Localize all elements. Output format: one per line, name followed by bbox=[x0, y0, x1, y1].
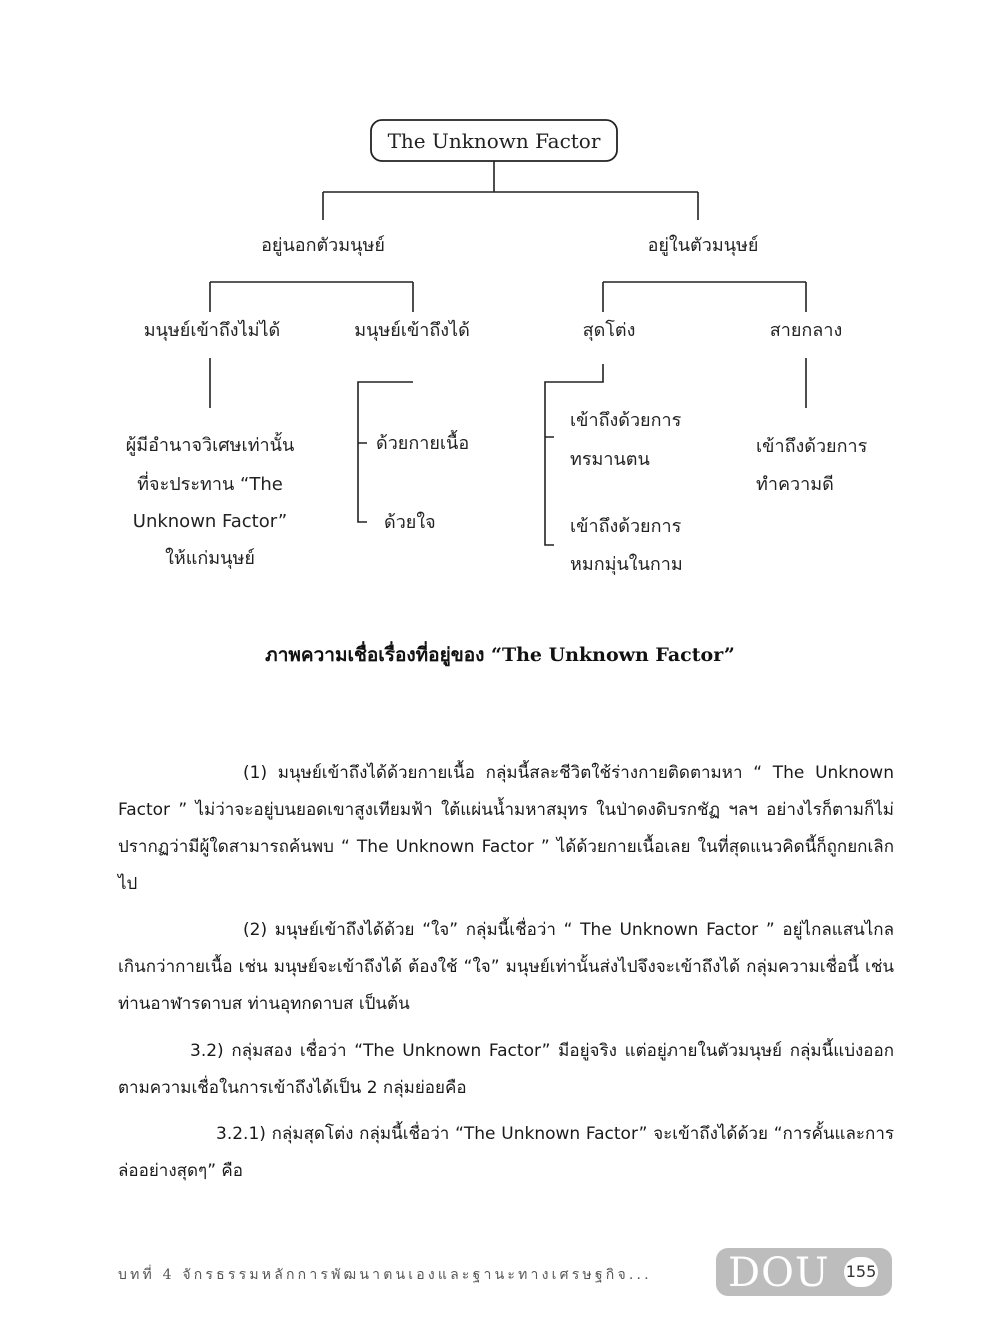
detail-cannot-reach-line-1: ผู้มีอำนาจวิเศษเท่านั้น bbox=[125, 435, 295, 456]
connector-outside bbox=[210, 282, 413, 312]
node-middle-way: สายกลาง bbox=[769, 320, 843, 341]
paragraph-physical-body: (1) มนุษย์เข้าถึงได้ด้วยกายเนื้อ กลุ่มนี้สละชีวิตใช้ร่างกายติดตามหา “ The Unknown Factor ” ไม่ว่าจะอยู่บนยอดเขาสูงเทียมฟ้า ใต้แผ่นน้ำมหาสมุทร ในป่าดงดิบรกชัฏ ฯลฯ อย่างไรก็ตามก็ไม่ปรากฏว่ามีผู้ใดสามารถค้นพบ “ The Unknown Factor ” ได้ด้วยกายเนื้อเลย ในที่สุดแนวคิดนี้ก็ถูกยกเลิกไป bbox=[118, 763, 894, 894]
page-number: 155 bbox=[844, 1257, 878, 1287]
dou-logo bbox=[716, 1248, 892, 1296]
paragraph-extreme-group: 3.2.1) กลุ่มสุดโต่ง กลุ่มนี้เชื่อว่า “The Unknown Factor” จะเข้าถึงได้ด้วย “การคั้นและการล่ออย่างสุดๆ” คือ bbox=[118, 1124, 894, 1181]
figure-caption: ภาพความเชื่อเรื่องที่อยู่ของ “The Unknown Factor” bbox=[265, 644, 735, 666]
node-extreme: สุดโต่ง bbox=[582, 320, 636, 341]
detail-cannot-reach-line-2: ที่จะประทาน “The bbox=[137, 474, 283, 495]
paragraph-mind: (2) มนุษย์เข้าถึงได้ด้วย “ใจ” กลุ่มนี้เชื่อว่า “ The Unknown Factor ” อยู่ไกลแสนไกลเกินกว่ากายเนื้อ เช่น มนุษย์จะเข้าถึงได้ ต้องใช้ “ใจ” มนุษย์เท่านั้นส่งไปจึงจะเข้าถึงได้ กลุ่มความเชื่อนี้ เช่น ท่านอาฬารดาบส ท่านอุทกดาบส เป็นต้น bbox=[118, 920, 894, 1014]
option-sensual-indulgence-line-2: หมกมุ่นในกาม bbox=[570, 554, 683, 575]
detail-middle-way-line-1: เข้าถึงด้วยการ bbox=[756, 436, 868, 457]
connector-inside bbox=[603, 282, 806, 312]
detail-cannot-reach-line-4: ให้แก่มนุษย์ bbox=[165, 548, 255, 569]
root-label: The Unknown Factor bbox=[387, 129, 601, 153]
detail-cannot-reach-line-3: Unknown Factor” bbox=[132, 511, 288, 532]
option-self-torture-line-1: เข้าถึงด้วยการ bbox=[570, 410, 682, 431]
node-can-reach: มนุษย์เข้าถึงได้ bbox=[354, 320, 470, 341]
connector-root bbox=[323, 161, 698, 220]
footer-chapter-title: บทที่ 4 จักรธรรมหลักการพัฒนาตนเองและฐานะทางเศรษฐกิจ... bbox=[118, 1267, 652, 1283]
node-outside-human: อยู่นอกตัวมนุษย์ bbox=[261, 235, 385, 256]
unknown-factor-diagram bbox=[0, 0, 1000, 600]
option-mind: ด้วยใจ bbox=[384, 512, 436, 533]
paragraph-group-two: 3.2) กลุ่มสอง เชื่อว่า “The Unknown Factor” มีอยู่จริง แต่อยู่ภายในตัวมนุษย์ กลุ่มนี้แบ่งออกตามความเชื่อในการเข้าถึงได้เป็น 2 กลุ่มย่อยคือ bbox=[118, 1041, 894, 1098]
option-self-torture-line-2: ทรมานตน bbox=[570, 449, 650, 470]
node-cannot-reach: มนุษย์เข้าถึงไม่ได้ bbox=[143, 320, 281, 341]
node-inside-human: อยู่ในตัวมนุษย์ bbox=[647, 235, 759, 256]
detail-middle-way-line-2: ทำความดี bbox=[756, 474, 834, 495]
dou-logo-text: DOU bbox=[728, 1250, 830, 1296]
option-physical-body: ด้วยกายเนื้อ bbox=[376, 433, 470, 454]
option-sensual-indulgence-line-1: เข้าถึงด้วยการ bbox=[570, 516, 682, 537]
